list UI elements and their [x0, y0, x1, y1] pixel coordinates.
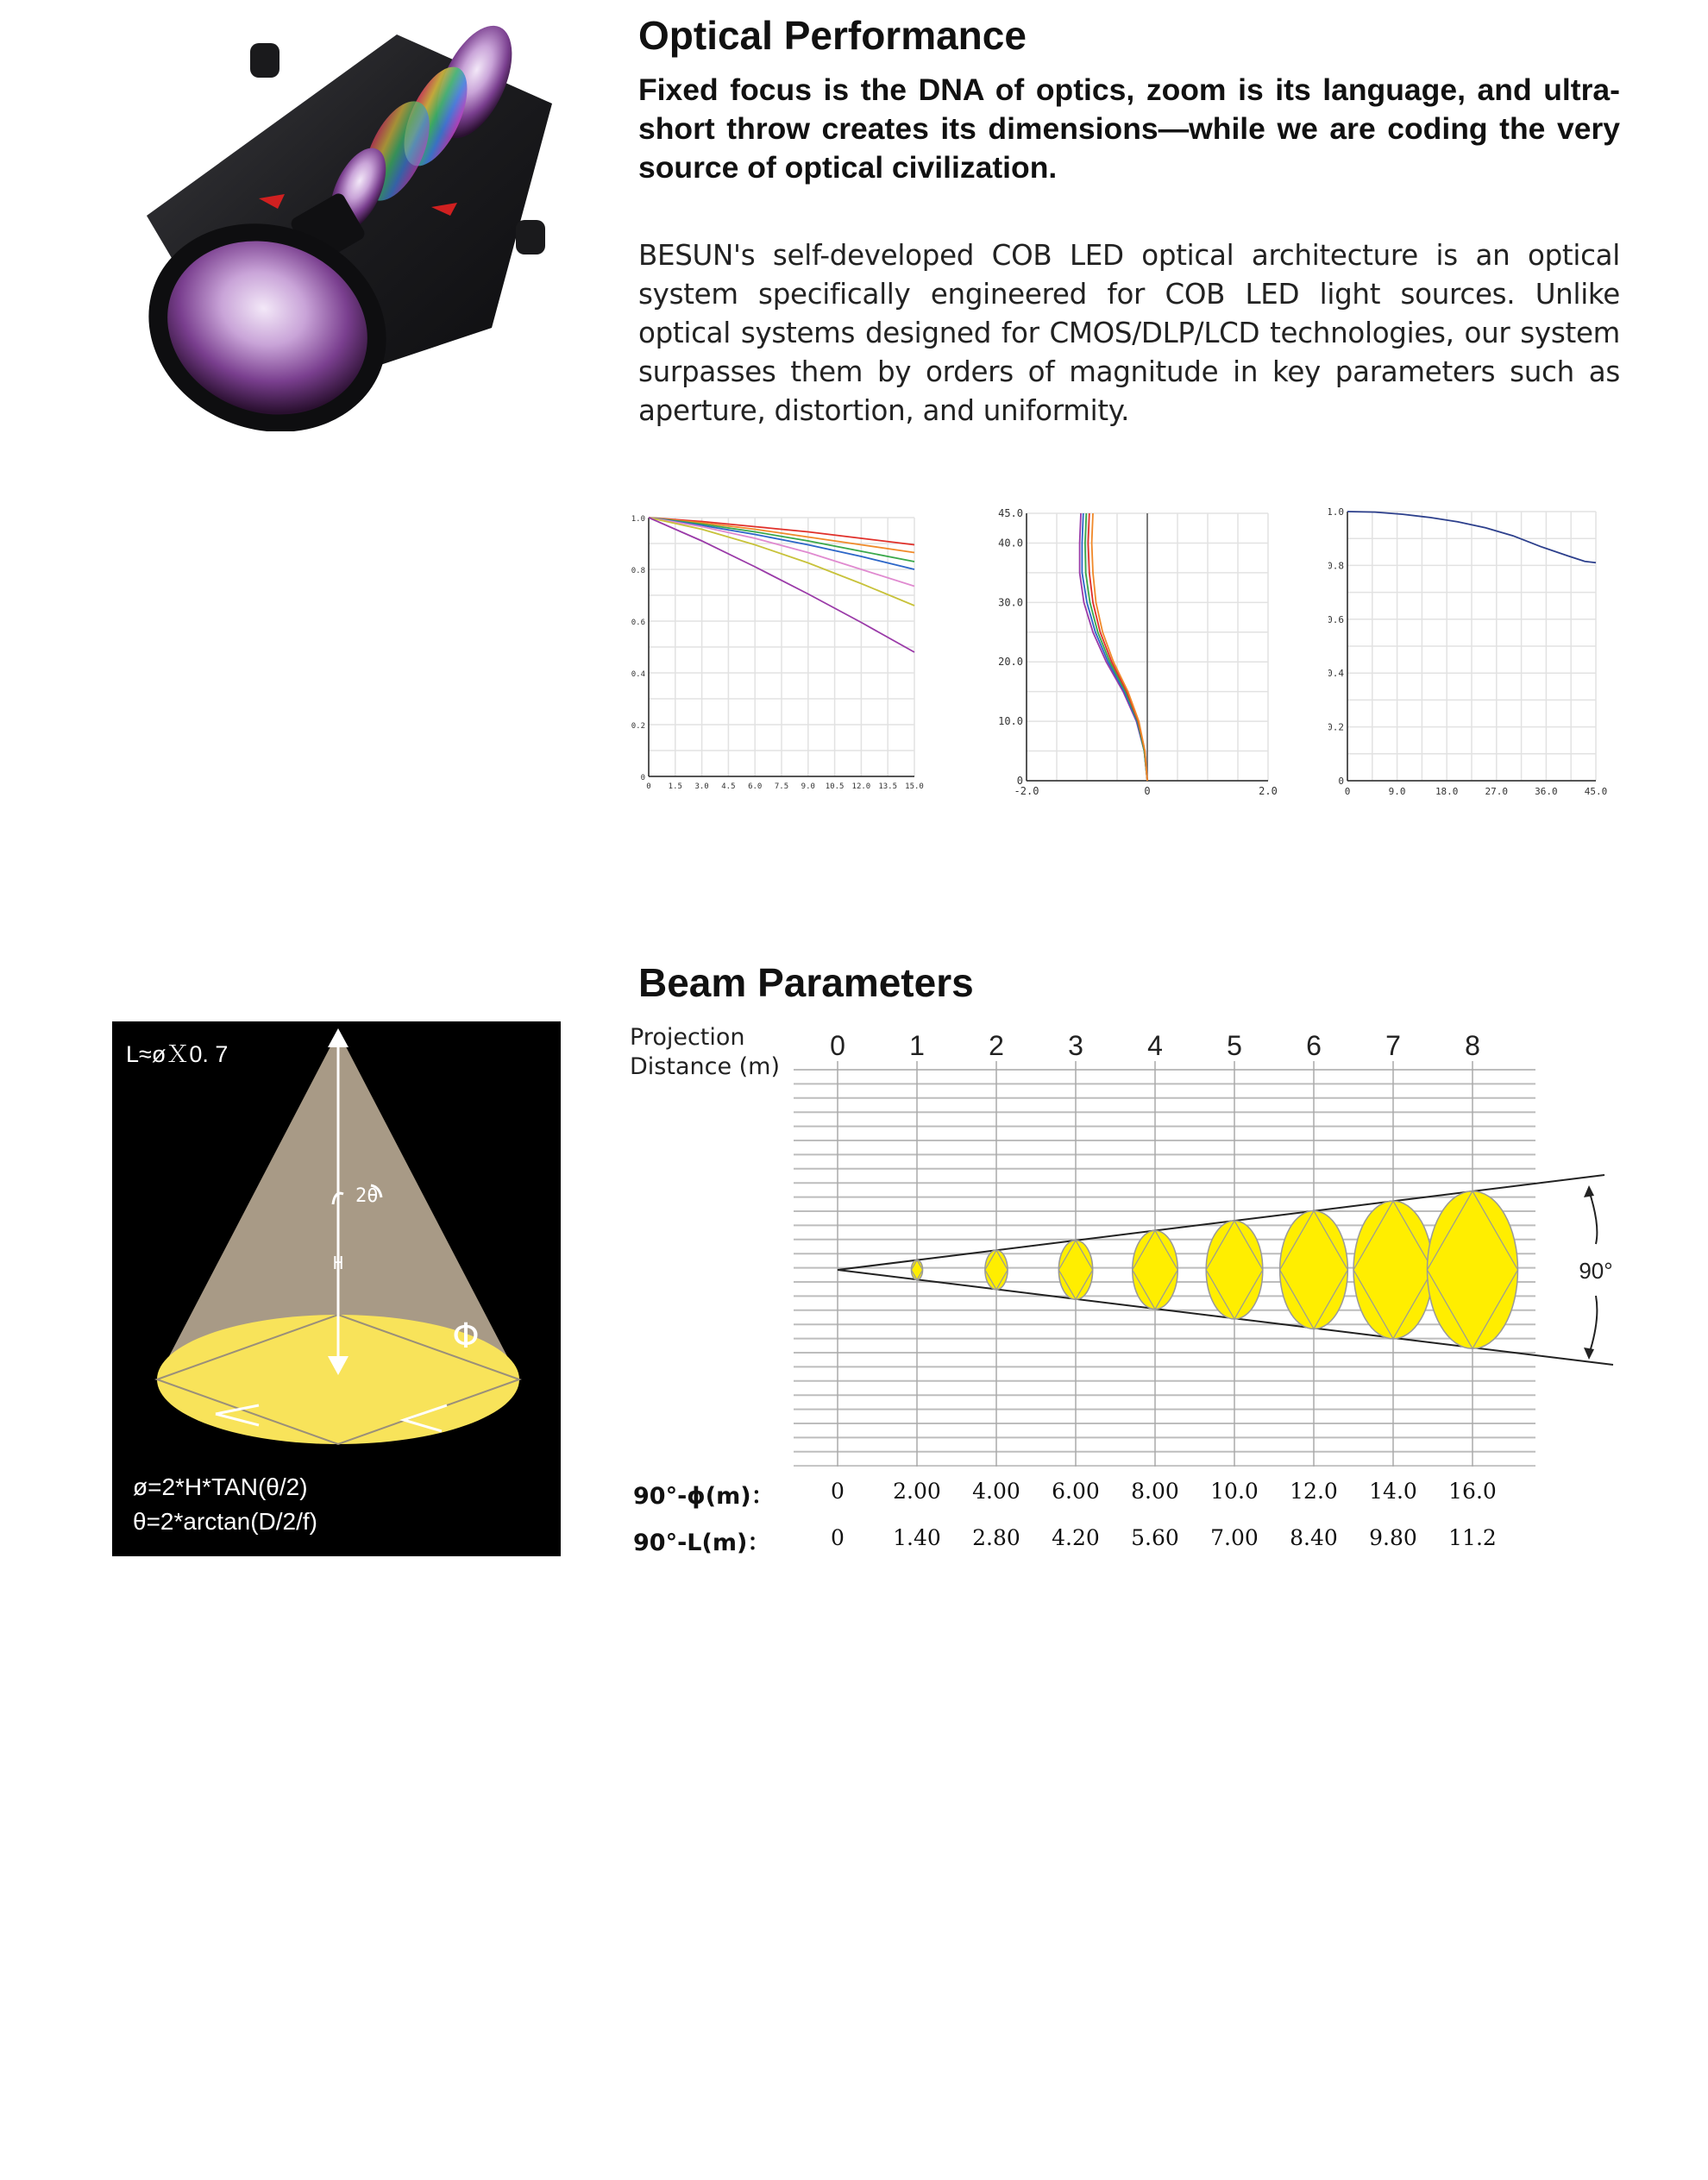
y-tick-label: 40.0: [998, 537, 1023, 550]
y-tick-label: 0: [1338, 776, 1344, 787]
length-value: 0: [831, 1525, 845, 1550]
x-tick-label: 9.0: [1388, 786, 1406, 797]
distance-tick-label: 3: [1068, 1030, 1083, 1061]
y-tick-label: 1.0: [631, 515, 645, 524]
beam-svg: [794, 1018, 1622, 1467]
y-tick-label: 20.0: [998, 656, 1023, 669]
x-tick-label: 2.0: [1259, 785, 1278, 797]
optical-subtitle: Fixed focus is the DNA of optics, zoom is its language, and ultra-short throw creates its dimensions—while we are coding the very source of optical civilization.: [638, 72, 1620, 185]
x-tick-label: 12.0: [851, 782, 871, 791]
length-value: 8.40: [1290, 1525, 1338, 1550]
lens-illustration: [112, 0, 561, 431]
x-tick-label: 0: [1144, 785, 1151, 797]
length-value: 5.60: [1131, 1525, 1179, 1550]
y-tick-label: 0: [1016, 775, 1023, 787]
x-tick-label: 6.0: [748, 782, 763, 791]
y-tick-label: 0: [640, 774, 645, 782]
x-tick-label: 1.5: [668, 782, 682, 791]
beam-spot: [985, 1250, 1008, 1290]
x-tick-label: 7.5: [774, 782, 789, 791]
x-tick-label: 9.0: [801, 782, 815, 791]
x-tick-label: 36.0: [1535, 786, 1558, 797]
beam-spot: [911, 1260, 922, 1280]
distance-tick-label: 6: [1306, 1030, 1322, 1061]
diameter-value: 12.0: [1290, 1479, 1338, 1504]
x-tick-label: 0: [646, 782, 651, 791]
y-tick-label: 10.0: [998, 715, 1023, 728]
relative-illumination-chart: [1328, 505, 1622, 802]
length-value: 9.80: [1369, 1525, 1417, 1550]
optical-body: BESUN's self-developed COB LED optical architecture is an optical system specifically engineered for COB LED light sources. Unlike optical systems designed for CMOS/DLP/LCD technologies, our system surpasses them by orders of magnitude in key parameters such as aperture, distortion, and uniformity.: [638, 239, 1620, 427]
diameter-value: 0: [831, 1479, 845, 1504]
diameter-value: 14.0: [1369, 1479, 1417, 1504]
lens-knob-side: [516, 220, 545, 254]
series-line-green: [1085, 513, 1147, 781]
x-tick-label: 27.0: [1485, 786, 1509, 797]
theta-label: 2θ: [355, 1185, 379, 1207]
length-value: 11.2: [1448, 1525, 1497, 1550]
y-tick-label: 0.6: [1328, 613, 1344, 625]
y-tick-label: 0.4: [1328, 668, 1344, 680]
y-tick-label: 1.0: [1328, 506, 1344, 518]
height-label: H: [332, 1253, 344, 1273]
x-tick-label: 45.0: [1584, 786, 1608, 797]
distance-tick-label: 1: [909, 1030, 925, 1061]
beam-spread-diagram: [794, 1018, 1622, 1467]
projection-label-line1: Projection: [630, 1024, 745, 1051]
x-tick-label: 18.0: [1435, 786, 1459, 797]
diameter-row-label: 90°-ϕ(m)：: [633, 1483, 775, 1510]
length-value: 1.40: [893, 1525, 941, 1550]
beam-spot: [1206, 1221, 1263, 1319]
projection-distance-label: [630, 1023, 780, 1082]
beam-spot: [1133, 1230, 1178, 1309]
theta-formula: θ=2*arctan(D/2/f): [133, 1508, 317, 1535]
length-formula: L≈øＸ0. 7: [126, 1041, 229, 1067]
x-tick-label: 10.5: [825, 782, 845, 791]
length-value: 4.20: [1052, 1525, 1100, 1550]
field-curvature-chart-svg: [992, 505, 1303, 802]
y-tick-label: 0.8: [631, 567, 645, 575]
beam-spot: [1280, 1211, 1348, 1329]
distance-tick-label: 8: [1465, 1030, 1480, 1061]
y-tick-label: 0.8: [1328, 560, 1344, 572]
beam-angle-label: 90°: [1579, 1258, 1613, 1284]
diameter-value: 16.0: [1448, 1479, 1497, 1504]
beam-title: Beam Parameters: [638, 960, 974, 1005]
angle-arc-upper: [1589, 1191, 1597, 1244]
angle-arc-lower: [1589, 1296, 1597, 1354]
diameter-value: 8.00: [1131, 1479, 1179, 1504]
length-row-label: 90°-L(m)：: [633, 1530, 771, 1556]
diameter-formula: ø=2*H*TAN(θ/2): [133, 1473, 308, 1500]
distance-tick-label: 2: [989, 1030, 1004, 1061]
series-line-purple: [1080, 513, 1147, 781]
y-tick-label: 30.0: [998, 596, 1023, 609]
x-tick-label: 3.0: [694, 782, 709, 791]
field-curvature-chart: [992, 505, 1303, 802]
lens-image: [112, 0, 561, 431]
arrow-up-icon: [328, 1028, 349, 1047]
distance-tick-label: 5: [1227, 1030, 1242, 1061]
diameter-value: 4.00: [972, 1479, 1020, 1504]
length-value: 2.80: [972, 1525, 1020, 1550]
y-tick-label: 45.0: [998, 507, 1023, 519]
mtf-chart: [630, 509, 940, 802]
diameter-value: 10.0: [1210, 1479, 1259, 1504]
x-tick-label: 13.5: [878, 782, 898, 791]
x-tick-label: -2.0: [1014, 785, 1039, 797]
x-tick-label: 0: [1344, 786, 1351, 797]
phi-label: Φ: [452, 1316, 480, 1356]
y-tick-label: 0.2: [1328, 721, 1344, 733]
x-tick-label: 15.0: [905, 782, 924, 791]
relative-illumination-chart-svg: [1328, 505, 1622, 802]
length-value: 7.00: [1210, 1525, 1259, 1550]
distance-tick-label: 4: [1147, 1030, 1163, 1061]
arrow-down-icon: [1584, 1348, 1594, 1360]
beam-spot: [1427, 1191, 1517, 1349]
distance-tick-label: 0: [830, 1030, 845, 1061]
y-tick-label: 0.6: [631, 619, 645, 627]
optical-title: Optical Performance: [638, 13, 1027, 58]
mtf-chart-svg: [630, 509, 940, 802]
beam-spot: [1353, 1201, 1433, 1339]
diameter-value: 6.00: [1052, 1479, 1100, 1504]
x-tick-label: 4.5: [721, 782, 736, 791]
beam-cone-diagram: [112, 1021, 561, 1556]
diameter-value: 2.00: [893, 1479, 941, 1504]
y-tick-label: 0.4: [631, 670, 645, 679]
lens-knob-top: [250, 43, 279, 78]
y-tick-label: 0.2: [631, 722, 645, 731]
beam-spot: [1058, 1241, 1092, 1299]
arrow-up-icon: [1584, 1185, 1594, 1197]
projection-label-line2: Distance (m): [630, 1053, 781, 1080]
distance-tick-label: 7: [1385, 1030, 1401, 1061]
